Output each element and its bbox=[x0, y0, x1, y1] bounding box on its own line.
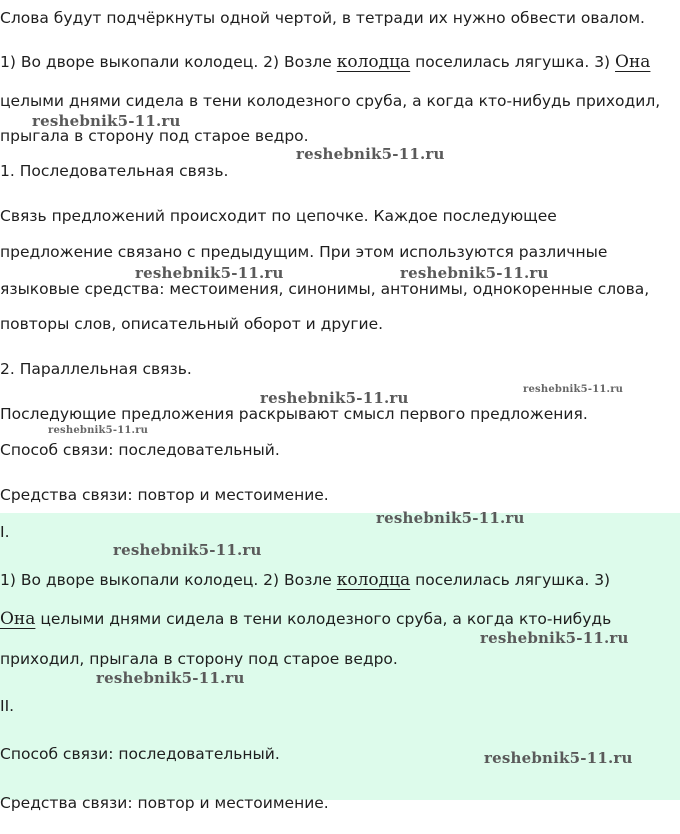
sentence-part: целыми днями сидела в тени колодезного сруба, а когда кто-нибудь bbox=[35, 610, 612, 628]
watermark: reshebnik5-11.ru bbox=[484, 749, 633, 767]
answer-roman-1: I. bbox=[0, 523, 10, 541]
task-sentence-line-3: прыгала в сторону под старое ведро. bbox=[0, 127, 309, 145]
watermark: reshebnik5-11.ru bbox=[135, 264, 284, 282]
answer-sentence-line-3: приходил, прыгала в сторону под старое ведро. bbox=[0, 650, 398, 668]
section-2-line-1: Последующие предложения раскрывают смысл первого предложения. bbox=[0, 405, 588, 423]
watermark: reshebnik5-11.ru bbox=[376, 509, 525, 527]
watermark: reshebnik5-11.ru bbox=[523, 384, 624, 395]
watermark: reshebnik5-11.ru bbox=[48, 425, 149, 436]
sentence-part: 1) Во дворе выкопали колодец. 2) Возле bbox=[0, 53, 337, 71]
section-1-title: 1. Последовательная связь. bbox=[0, 162, 229, 180]
underlined-word-kolodtsa: колодца bbox=[336, 570, 411, 590]
section-1-line-2: предложение связано с предыдущим. При этом используются различные bbox=[0, 243, 608, 261]
watermark: reshebnik5-11.ru bbox=[260, 389, 409, 407]
section-1-line-1: Связь предложений происходит по цепочке. Каждое последующее bbox=[0, 207, 557, 225]
watermark: reshebnik5-11.ru bbox=[296, 145, 445, 163]
watermark: reshebnik5-11.ru bbox=[113, 541, 262, 559]
watermark: reshebnik5-11.ru bbox=[96, 669, 245, 687]
task-sentence-line-2: целыми днями сидела в тени колодезного сруба, а когда кто-нибудь приходил, bbox=[0, 92, 661, 110]
section-1-line-4: повторы слов, описательный оборот и другие. bbox=[0, 315, 384, 333]
watermark: reshebnik5-11.ru bbox=[480, 629, 629, 647]
answer-sentence-line-1 bbox=[0, 570, 610, 590]
sentence-part: поселилась лягушка. 3) bbox=[410, 571, 611, 589]
sentence-part: поселилась лягушка. 3) bbox=[410, 53, 616, 71]
section-1-line-3: языковые средства: местоимения, синонимы, антонимы, однокоренные слова, bbox=[0, 280, 650, 298]
sentence-part: 1) Во дворе выкопали колодец. 2) Возле bbox=[0, 571, 337, 589]
method-text: Способ связи: последовательный. bbox=[0, 441, 280, 459]
answer-roman-2: II. bbox=[0, 697, 15, 715]
underlined-word-kolodtsa: колодца bbox=[336, 52, 411, 72]
watermark: reshebnik5-11.ru bbox=[32, 112, 181, 130]
underlined-word-ona: Она bbox=[615, 52, 651, 72]
answer-method: Способ связи: последовательный. bbox=[0, 745, 280, 763]
answer-sentence-line-2 bbox=[0, 609, 611, 629]
answer-means: Средства связи: повтор и местоимение. bbox=[0, 794, 329, 812]
underlined-word-ona: Она bbox=[0, 609, 36, 629]
task-sentence-line-1 bbox=[0, 52, 650, 72]
means-text: Средства связи: повтор и местоимение. bbox=[0, 486, 329, 504]
intro-text: Слова будут подчёркнуты одной чертой, в тетради их нужно обвести овалом. bbox=[0, 9, 645, 27]
section-2-title: 2. Параллельная связь. bbox=[0, 360, 192, 378]
watermark: reshebnik5-11.ru bbox=[400, 264, 549, 282]
